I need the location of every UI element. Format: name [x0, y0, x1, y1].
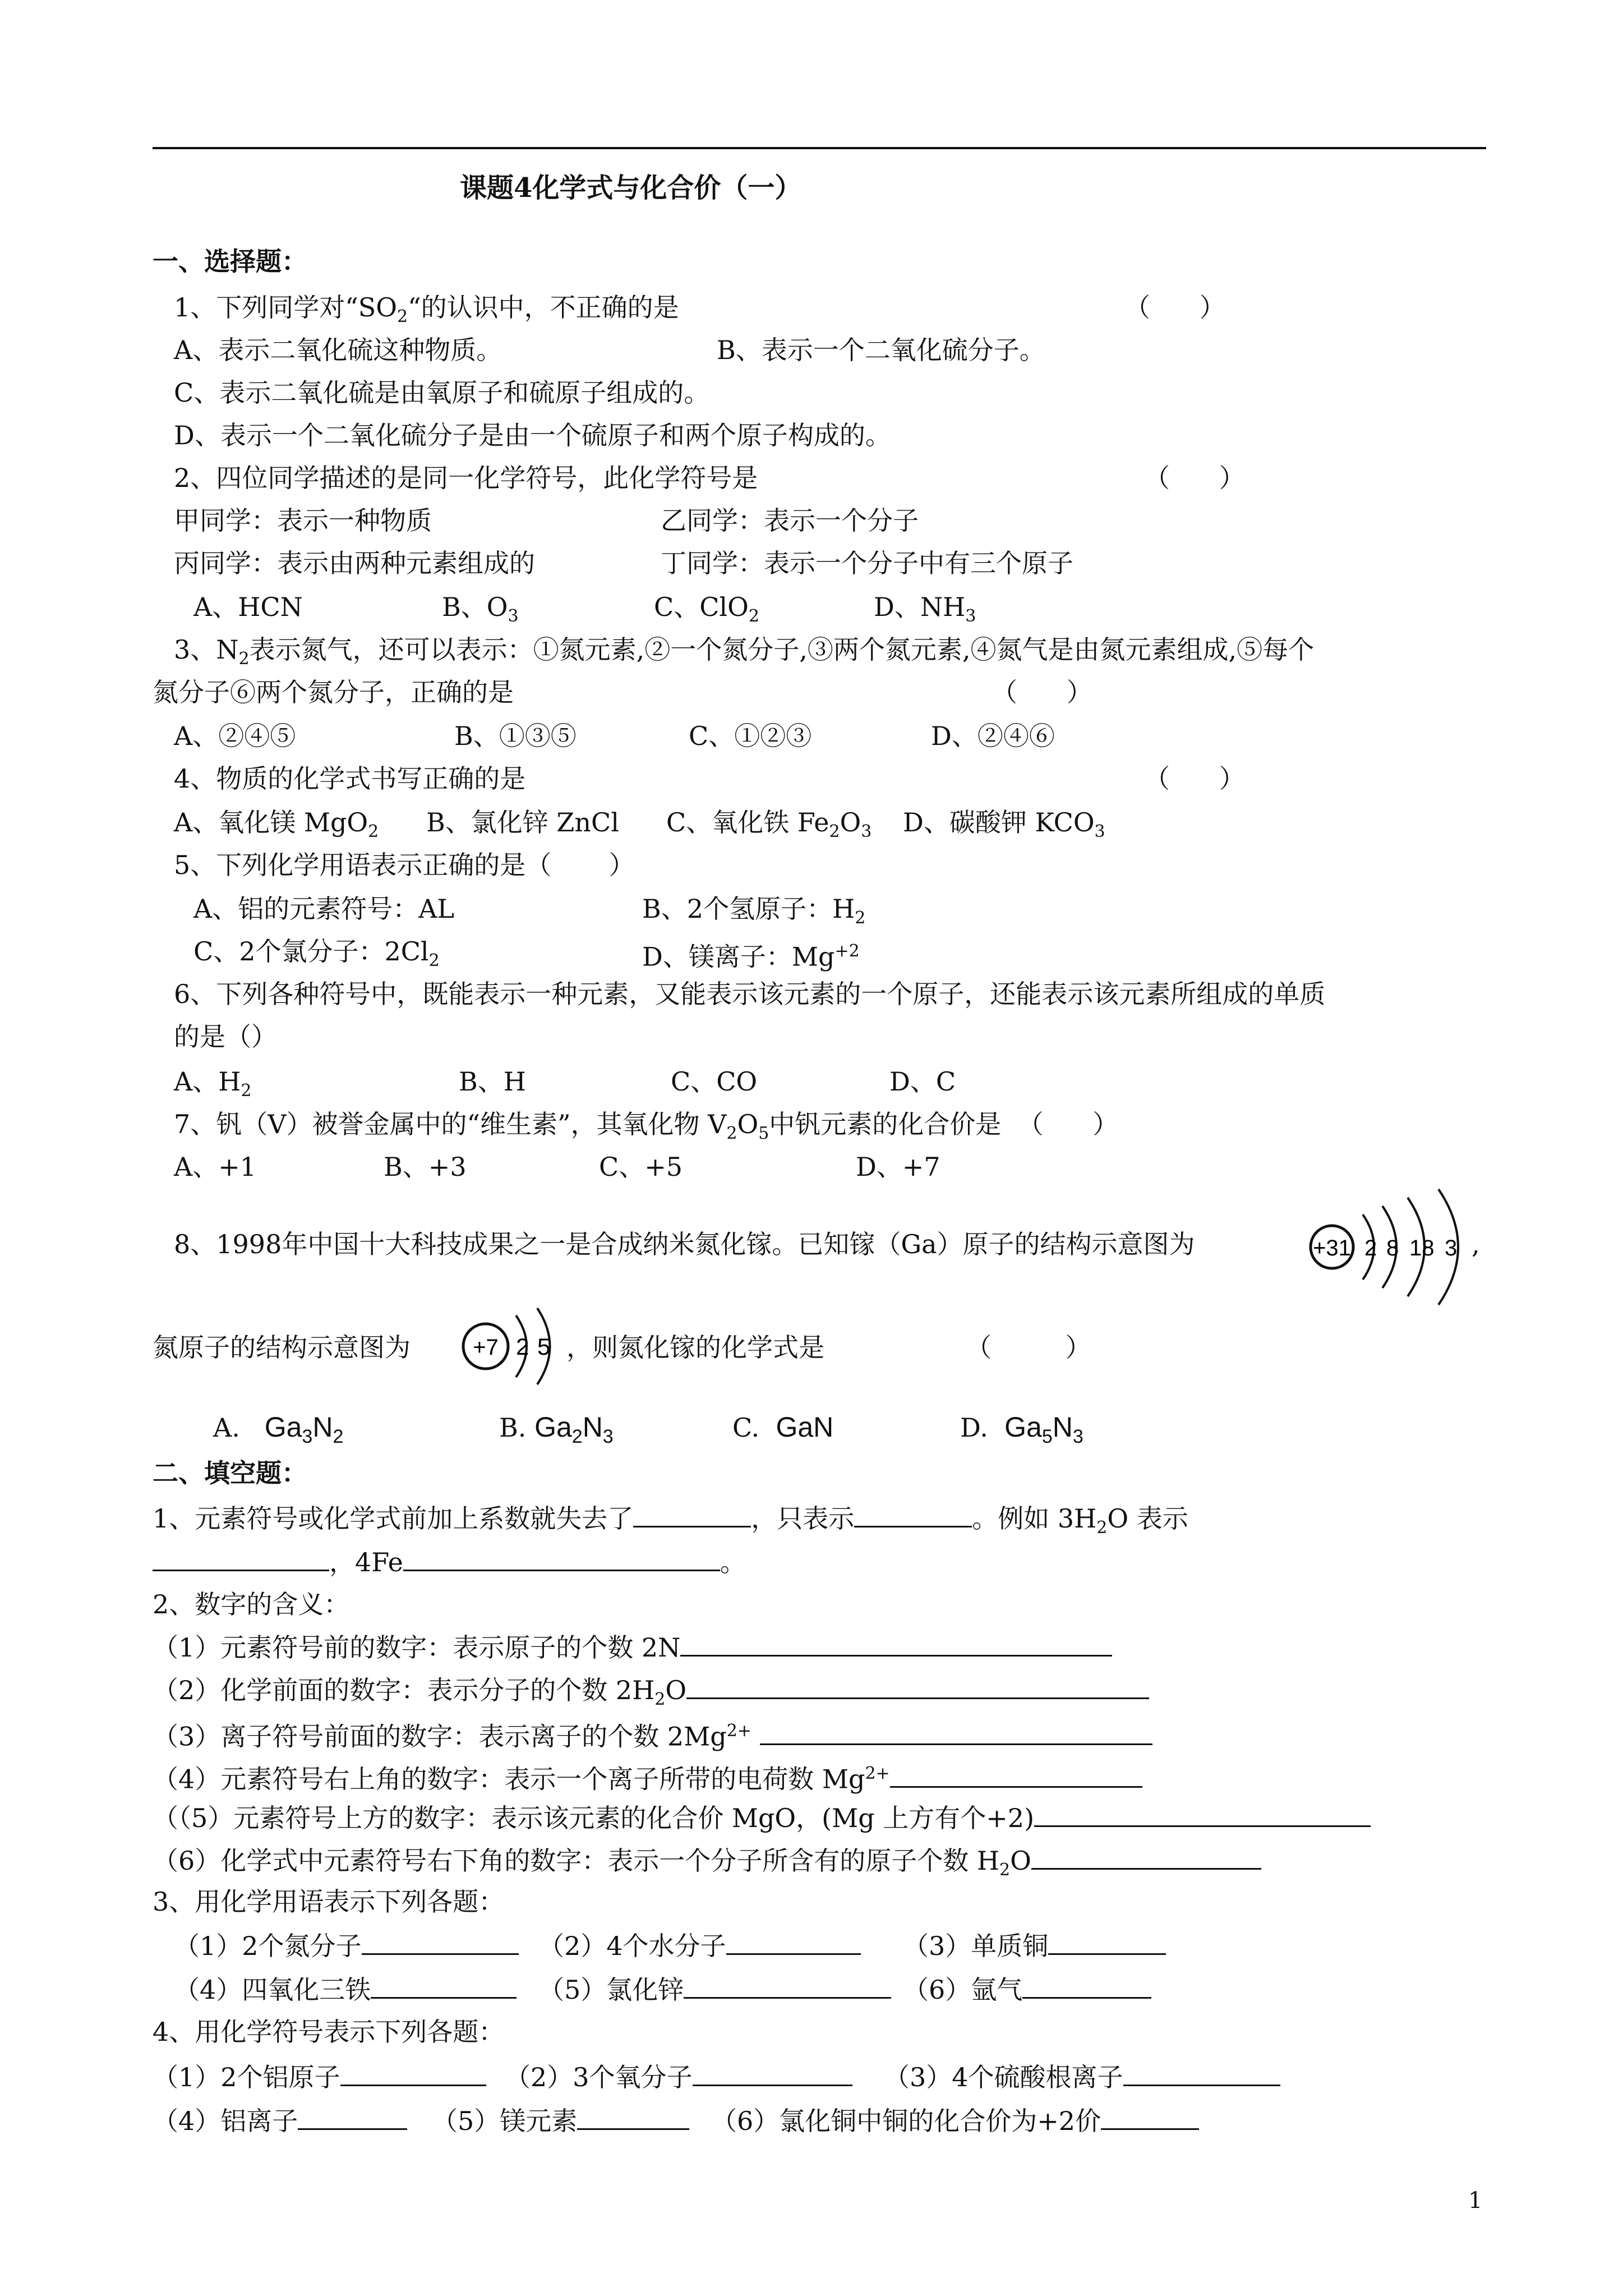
q8-option-d: D. $Ga_5N_3$ [960, 1411, 1083, 1447]
n-nucleus-label: +7 [473, 1335, 499, 1360]
f3-blank-4[interactable] [371, 1971, 517, 1999]
section-choice-heading: 一、选择题： [153, 246, 307, 277]
f3-item-4: （4）四氧化三铁 [174, 1971, 517, 2007]
q7-stem: 7、钒（V）被誉金属中的“维生素”，其氧化物 $V_2O_5$中钒元素的化合价是 （ ） [174, 1109, 1119, 1144]
q5-option-d: D、镁离子：$Mg^{+2}$ [642, 941, 860, 972]
f2-blank-2[interactable] [686, 1672, 1149, 1699]
q3-stem-line2: 氮分子⑥两个氮分子，正确的是 [153, 677, 514, 707]
q8-option-a: A. $Ga_3N_2$ [213, 1411, 344, 1447]
q6-stem-line2: 的是（） [174, 1022, 277, 1052]
q2-stem: 2、四位同学描述的是同一化学符号，此化学符号是 [174, 463, 758, 493]
q5-option-c: C、2个氯分子：$2Cl_2$ [193, 936, 440, 971]
f3-blank-1[interactable] [362, 1927, 519, 1955]
q4-option-c: C、氧化铁 $Fe_2O_3$ [666, 807, 872, 842]
f4-item-4: （4）铝离子 [153, 2102, 407, 2138]
f1-line1: 1、元素符号或化学式前加上系数就失去了 ，只表示 。例如 $3H_2O$ 表示 [153, 1500, 1188, 1545]
q2-option-a: A、HCN [193, 592, 303, 622]
f2-blank-6[interactable] [1031, 1842, 1261, 1870]
ga-shell-count-2: 8 [1386, 1236, 1399, 1260]
f2-item-5: （（5）元素符号上方的数字：表示该元素的化合价 MgO，(Mg 上方有个+2) [153, 1800, 1371, 1835]
q3-option-c: C、①②③ [689, 721, 812, 751]
f4-item-6: （6）氯化铜中铜的化合价为+2价 [711, 2102, 1199, 2138]
f2-blank-3[interactable] [760, 1718, 1152, 1745]
f3-blank-6[interactable] [1022, 1971, 1151, 1999]
q2-option-b: B、$O_3$ [442, 592, 519, 627]
q8-stem-line2-post: ，则氮化镓的化学式是 [566, 1332, 824, 1363]
q4-answer-paren: （ ） [1144, 763, 1245, 794]
f4-blank-2[interactable] [693, 2059, 852, 2086]
f1-blank-4[interactable] [403, 1544, 720, 1571]
q8-stem-line2-pre: 氮原子的结构示意图为 [153, 1332, 411, 1363]
f3-blank-3[interactable] [1048, 1927, 1166, 1955]
f4-blank-5[interactable] [577, 2102, 689, 2130]
f4-item-5: （5）镁元素 [432, 2102, 689, 2138]
q4-option-b: B、氯化锌 ZnCl [426, 807, 619, 838]
section-fill-heading: 二、填空题： [153, 1458, 307, 1488]
q8-option-c: C. GaN [732, 1411, 834, 1443]
q4-option-d: D、碳酸钾 $KCO_3$ [903, 807, 1105, 842]
q4-stem: 4、物质的化学式书写正确的是 [174, 763, 526, 794]
q2-option-c: C、ClO$_2$ [654, 592, 759, 627]
q7-option-a: A、+1 [174, 1152, 257, 1182]
f2-blank-1[interactable] [680, 1629, 1112, 1657]
f3-item-6: （6）氩气 [903, 1971, 1151, 2007]
q1-answer-paren: （ ） [1124, 292, 1225, 323]
f4-stem: 4、用化学符号表示下列各题： [153, 2017, 505, 2047]
ga-nucleus-label: +31 [1313, 1236, 1351, 1260]
q5-option-b: B、2个氢原子：$H_2$ [642, 894, 866, 928]
f2-item-6: （6）化学式中元素符号右下角的数字：表示一个分子所含有的原子个数 $H_2O$ [153, 1842, 1261, 1887]
q3-answer-paren: （ ） [992, 677, 1092, 707]
f1-blank-2[interactable] [854, 1500, 972, 1527]
q8-answer-paren: （ ） [966, 1332, 1091, 1363]
q6-option-b: B、H [459, 1066, 526, 1097]
f4-blank-6[interactable] [1101, 2102, 1199, 2130]
q1-stem: 1、下列同学对“$SO_2“$的认识中，不正确的是 [174, 292, 679, 327]
f3-item-1: （1）2个氮分子 [174, 1927, 519, 1963]
q7-option-c: C、+5 [599, 1152, 683, 1182]
f4-item-3: （3）4个硫酸根离子 [884, 2059, 1280, 2094]
q4-option-a: A、氧化镁 MgO$_2$ [174, 807, 379, 842]
f3-item-5: （5）氯化锌 [538, 1971, 891, 2007]
q7-option-d: D、+7 [856, 1152, 940, 1182]
ga-shell-count-4: 3 [1445, 1236, 1458, 1260]
q2-ding: 丁同学：表示一个分子中有三个原子 [661, 548, 1073, 578]
q2-answer-paren: （ ） [1144, 463, 1245, 493]
q2-option-d: D、$NH_3$ [874, 592, 976, 627]
q2-yi: 乙同学：表示一个分子 [661, 505, 919, 536]
page-number: 1 [1468, 2188, 1483, 2214]
q5-option-a: A、铝的元素符号：AL [193, 894, 454, 924]
header-rule [153, 147, 1486, 149]
q5-stem: 5、下列化学用语表示正确的是（ ） [174, 850, 635, 880]
q1-option-d: D、表示一个二氧化硫分子是由一个硫原子和两个原子构成的。 [174, 420, 891, 450]
q6-option-d: D、C [889, 1066, 956, 1097]
f2-blank-4[interactable] [890, 1760, 1142, 1788]
f3-item-2: （2）4个水分子 [538, 1927, 861, 1963]
f1-blank-1[interactable] [633, 1500, 751, 1527]
f1-line2: ，4Fe 。 [153, 1544, 746, 1579]
q2-bing: 丙同学：表示由两种元素组成的 [174, 548, 535, 578]
q2-jia: 甲同学：表示一种物质 [174, 505, 432, 536]
q3-option-d: D、②④⑥ [931, 721, 1055, 751]
page-title: 课题4化学式与化合价（一） [460, 172, 802, 204]
f3-blank-2[interactable] [726, 1927, 861, 1955]
q7-option-b: B、+3 [384, 1152, 467, 1182]
q3-option-a: A、②④⑤ [174, 721, 296, 751]
f2-item-2: （2）化学前面的数字：表示分子的个数 $2H_2O$ [153, 1672, 1149, 1717]
f4-item-1: （1）2个铝原子 [153, 2059, 486, 2094]
f4-item-2: （2）3个氧分子 [505, 2059, 852, 2094]
nitrogen-atom-structure-diagram [453, 1301, 565, 1391]
f3-stem: 3、用化学用语表示下列各题： [153, 1887, 505, 1917]
f2-blank-5[interactable] [1034, 1800, 1371, 1827]
ga-shell-count-1: 2 [1364, 1236, 1377, 1260]
f4-blank-4[interactable] [298, 2102, 407, 2130]
f2-item-4: （4）元素符号右上角的数字：表示一个离子所带的电荷数 $Mg^{2+}$ [153, 1757, 1142, 1796]
q3-option-b: B、①③⑤ [454, 721, 577, 751]
n-shell-count-2: 5 [537, 1333, 551, 1360]
ga-shell-count-3: 18 [1409, 1236, 1435, 1260]
f2-stem: 2、数字的含义： [153, 1589, 350, 1619]
q3-stem: 3、$N_2$表示氮气，还可以表示：①氮元素,②一个氮分子,③两个氮元素,④氮气是由氮元素组成,⑤每个 [174, 634, 1315, 669]
gallium-atom-structure-diagram [1307, 1184, 1486, 1313]
q6-stem: 6、下列各种符号中，既能表示一种元素，又能表示该元素的一个原子，还能表示该元素所组成的单质 [174, 979, 1326, 1009]
f2-item-1: （1）元素符号前的数字：表示原子的个数 2N [153, 1629, 1112, 1664]
q1-option-b: B、表示一个二氧化硫分子。 [717, 335, 1045, 365]
q8-option-b: B. $Ga_2N_3$ [499, 1411, 614, 1447]
f4-blank-3[interactable] [1123, 2059, 1280, 2086]
q8-stem: 8、1998年中国十大科技成果之一是合成纳米氮化镓。已知镓（Ga）原子的结构示意图为 [174, 1229, 1195, 1259]
n-shell-count-1: 2 [516, 1333, 529, 1360]
f2-item-3: （3）离子符号前面的数字：表示离子的个数 $2Mg^{2+}$ [153, 1714, 1152, 1753]
f3-item-3: （3）单质铜 [903, 1927, 1166, 1963]
q6-option-c: C、CO [671, 1066, 758, 1097]
f1-blank-3[interactable] [153, 1544, 329, 1571]
f3-blank-5[interactable] [684, 1971, 891, 1999]
q6-option-a: A、$H_2$ [174, 1066, 252, 1101]
f4-blank-1[interactable] [340, 2059, 486, 2086]
q1-option-a: A、表示二氧化硫这种物质。 [174, 335, 502, 365]
q1-option-c: C、表示二氧化硫是由氧原子和硫原子组成的。 [174, 378, 710, 408]
